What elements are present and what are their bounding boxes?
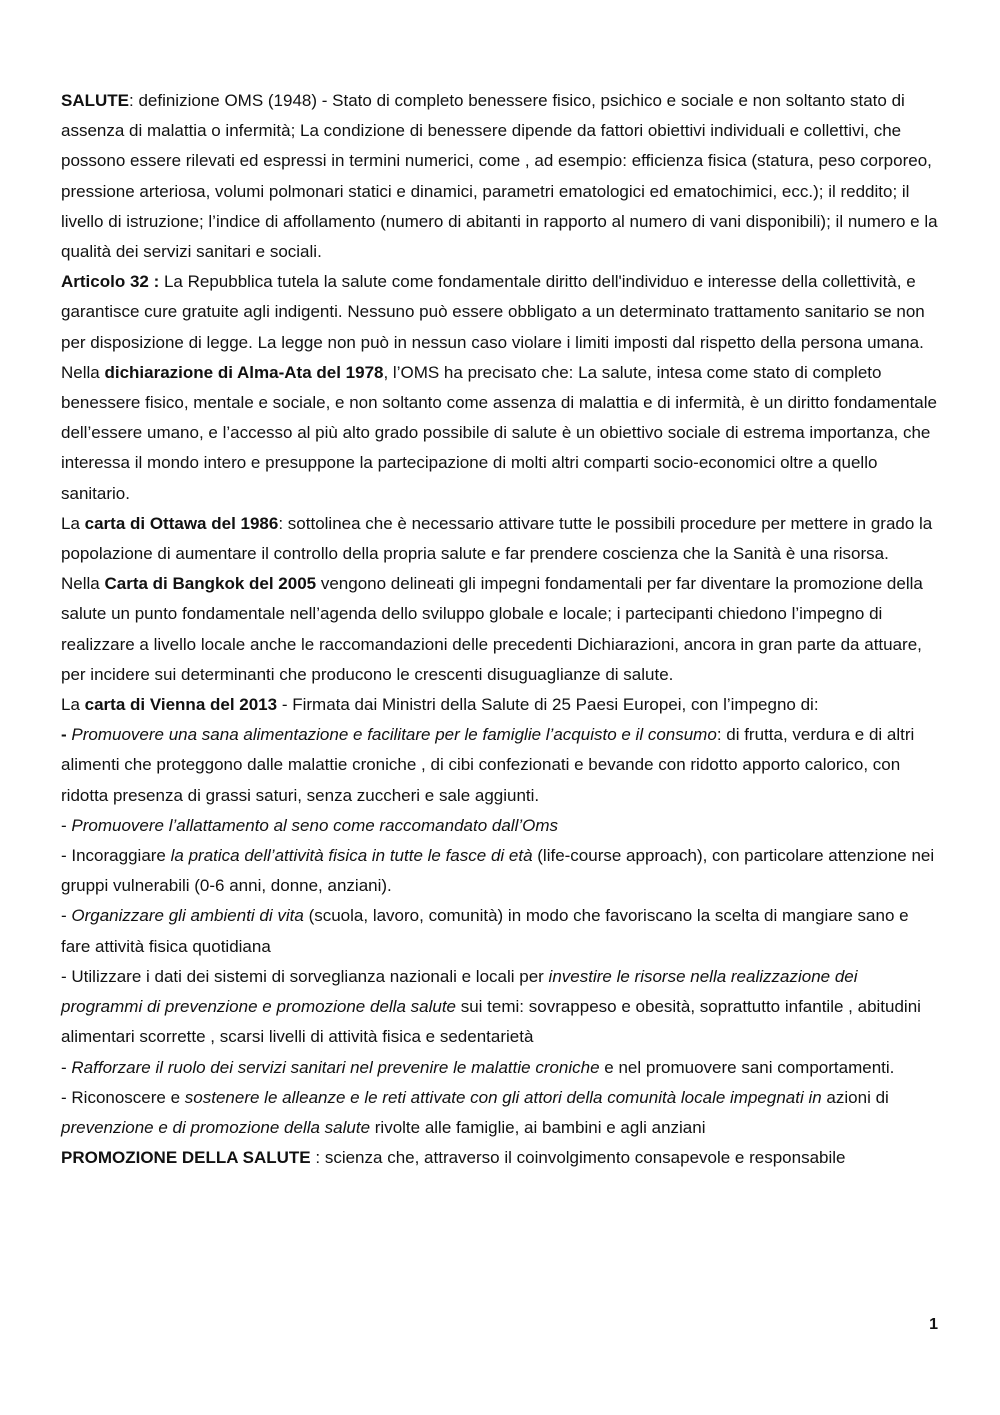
italic-text: Promuovere l’allattamento al seno come raccomandato dall’Oms — [71, 815, 559, 835]
italic-text: prevenzione e di promozione della salute — [61, 1117, 371, 1137]
paragraph — [61, 720, 940, 811]
italic-text: Promuovere una sana alimentazione e facilitare per le famiglie l’acquisto e il consumo — [71, 725, 717, 745]
text-run: - — [61, 815, 72, 835]
text-run: La — [61, 695, 85, 715]
text-run: e nel promuovere sani comportamenti. — [599, 1057, 895, 1077]
italic-text: investire le risorse nella realizzazione dei programmi di prevenzione e promozione della salute — [61, 966, 858, 1017]
bold-text: SALUTE — [61, 91, 129, 110]
text-run: : scienza che, attraverso il coinvolgimento consapevole e responsabile — [310, 1148, 846, 1168]
text-run: , l’OMS ha precisato che: La salute, intesa come stato di completo benessere fisico, mentale e sociale, e non soltanto come assenza di malattia e di infermità, è un diritto fondamentale dell’essere umano, e l’accesso al più alto grado possibile di salute è un obiettivo sociale di estrema importanza, che interessa il mondo intero e presuppone la partecipazione di molti altri comparti socio-economici oltre a quello sanitario. — [61, 362, 937, 503]
text-run: - Incoraggiare — [61, 846, 171, 866]
bold-text: - — [61, 725, 67, 745]
bold-text: Articolo 32 : — [61, 272, 160, 292]
text-run: : di frutta, verdura e di altri alimenti che proteggono dalle malattie croniche , di cibi confezionati e bevande con ridotto apporto calorico, con ridotta presenza di grassi saturi, senza zuccheri e sale aggiunti. — [61, 725, 915, 805]
bold-text: dichiarazione di Alma-Ata del 1978 — [104, 362, 384, 382]
text-run: - — [61, 1057, 72, 1077]
bold-text: carta di Ottawa del 1986 — [84, 513, 279, 533]
text-run: sui temi: sovrappeso e obesità, soprattutto infantile , abitudini alimentari scorrette , scarsi livelli di attività fisica e sedentarietà — [61, 997, 921, 1047]
paragraph — [61, 901, 940, 961]
text-run: - Riconoscere e — [61, 1087, 185, 1107]
paragraph — [61, 86, 940, 267]
paragraph — [61, 1083, 940, 1143]
paragraph — [61, 267, 940, 358]
paragraph — [61, 1053, 940, 1083]
text-run: - Firmata dai Ministri della Salute di 25 Paesi Europei, con l’impegno di: — [277, 695, 819, 715]
document-body — [61, 86, 940, 1173]
page-number: 1 — [929, 1316, 938, 1333]
bold-text: PROMOZIONE DELLA SALUTE — [61, 1148, 311, 1168]
bold-text: carta di Vienna del 2013 — [84, 695, 278, 715]
paragraph — [61, 811, 940, 841]
text-run: rivolte alle famiglie, ai bambini e agli anziani — [370, 1117, 706, 1137]
text-run: Nella — [61, 574, 105, 594]
text-run: (scuola, lavoro, comunità) in modo che favoriscano la scelta di mangiare sano e fare attività fisica quotidiana — [61, 906, 909, 956]
text-run: La — [61, 513, 85, 533]
paragraph — [61, 690, 940, 720]
bold-text: Carta di Bangkok del 2005 — [104, 574, 317, 594]
text-run: - Utilizzare i dati dei sistemi di sorveglianza nazionali e locali per — [61, 966, 549, 986]
italic-text: Organizzare gli ambienti di vita — [71, 906, 304, 926]
text-run: azioni di — [821, 1087, 889, 1107]
paragraph — [61, 841, 940, 901]
text-run: (life-course approach), con particolare attenzione nei gruppi vulnerabili (0-6 anni, donne, anziani). — [61, 846, 935, 896]
paragraph — [61, 1143, 940, 1173]
italic-text: sostenere le alleanze e le reti attivate con gli attori della comunità locale impegnati in — [184, 1087, 822, 1107]
text-run: - — [61, 906, 72, 926]
italic-text: la pratica dell’attività fisica in tutte le fasce di età — [170, 846, 533, 866]
text-run: : sottolinea che è necessario attivare tutte le possibili procedure per mettere in grado la popolazione di aumentare il controllo della propria salute e far prendere coscienza che la Sanità è una risorsa. — [61, 513, 933, 564]
text-run: Nella — [61, 362, 105, 382]
paragraph — [61, 509, 940, 569]
paragraph — [61, 962, 940, 1053]
text-run: : definizione OMS (1948) - Stato di completo benessere fisico, psichico e sociale e non soltanto stato di assenza di malattia o infermità; La condizione di benessere dipende da fattori obiettivi individuali e collettivi, che possono essere rilevati ed espressi in termini numerici, come , ad esempio: efficienza fisica (statura, peso corporeo, pressione arteriosa, volumi polmonari statici e dinamici, parametri ematologici ed ematochimici, ecc.); il reddito; il livello di istruzione; l’indice di affollamento (numero di abitanti in rapporto al numero di vani disponibili); il numero e la qualità dei servizi sanitari e sociali. — [61, 91, 938, 262]
paragraph — [61, 569, 940, 690]
text-run: vengono delineati gli impegni fondamentali per far diventare la promozione della salute un punto fondamentale nell’agenda dello sviluppo globale e locale; i partecipanti chiedono l’impegno di realizzare a livello locale anche le raccomandazioni delle precedenti Dichiarazioni, ancora in gran parte da attuare, per incidere sui determinanti che producono le crescenti disuguaglianze di salute. — [61, 574, 923, 684]
text-run: La Repubblica tutela la salute come fondamentale diritto dell'individuo e interesse della collettività, e garantisce cure gratuite agli indigenti. Nessuno può essere obbligato a un determinato trattamento sanitario se non per disposizione di legge. La legge non può in nessun caso violare i limiti imposti dal rispetto della persona umana. — [61, 272, 925, 352]
paragraph — [61, 358, 940, 509]
italic-text: Rafforzare il ruolo dei servizi sanitari nel prevenire le malattie croniche — [71, 1057, 600, 1077]
